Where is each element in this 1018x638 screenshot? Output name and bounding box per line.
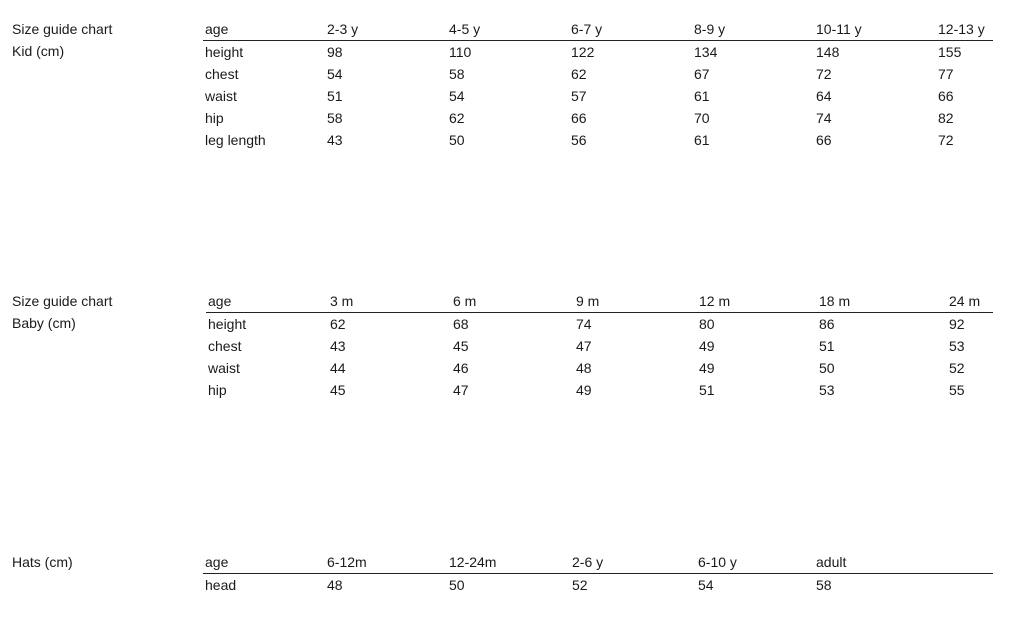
table-cell: 52 — [949, 360, 965, 376]
table-row — [203, 574, 993, 597]
baby-title-line-2: Baby (cm) — [12, 315, 76, 331]
kid-section-title — [12, 18, 112, 62]
row-label: chest — [208, 338, 242, 354]
table-cell: 66 — [938, 88, 954, 104]
table-row — [203, 63, 993, 85]
table-cell: 54 — [327, 66, 343, 82]
baby-header-cell: 3 m — [328, 290, 451, 313]
table-cell: 43 — [327, 132, 343, 148]
table-cell: 50 — [449, 577, 465, 593]
table-cell: 45 — [330, 382, 346, 398]
hats-header-cell: 6-12m — [325, 551, 447, 574]
table-cell: 50 — [449, 132, 465, 148]
table-cell: 62 — [449, 110, 465, 126]
table-cell: 72 — [816, 66, 832, 82]
row-label: hip — [208, 382, 227, 398]
baby-section-title — [12, 290, 112, 334]
table-cell: 134 — [694, 44, 718, 60]
row-label: height — [208, 316, 247, 332]
row-label: head — [205, 577, 237, 593]
row-label: waist — [208, 360, 240, 376]
table-cell: 155 — [938, 44, 962, 60]
kid-title-line-2: Kid (cm) — [12, 43, 65, 59]
table-cell: 49 — [699, 360, 715, 376]
table-cell: 80 — [699, 316, 715, 332]
table-cell: 52 — [572, 577, 588, 593]
hats-size-table — [203, 551, 993, 596]
table-cell: 54 — [698, 577, 714, 593]
table-row — [206, 379, 993, 401]
table-cell: 64 — [816, 88, 832, 104]
baby-header-row — [206, 290, 993, 313]
kid-header-cell: 8-9 y — [692, 18, 814, 41]
baby-header-cell: 18 m — [817, 290, 947, 313]
table-cell: 51 — [327, 88, 343, 104]
kid-size-table — [203, 18, 993, 151]
kid-header-cell: 12-13 y — [936, 18, 993, 41]
table-cell: 54 — [449, 88, 465, 104]
table-cell: 122 — [571, 44, 595, 60]
table-cell: 62 — [330, 316, 346, 332]
table-row — [206, 313, 993, 336]
hats-header-row — [203, 551, 993, 574]
baby-header-cell: 9 m — [574, 290, 697, 313]
table-cell: 92 — [949, 316, 965, 332]
table-cell: 66 — [816, 132, 832, 148]
table-cell: 77 — [938, 66, 954, 82]
table-cell: 53 — [819, 382, 835, 398]
table-cell: 45 — [453, 338, 469, 354]
table-cell: 56 — [571, 132, 587, 148]
table-cell: 70 — [694, 110, 710, 126]
table-row — [203, 107, 993, 129]
table-cell: 51 — [699, 382, 715, 398]
table-cell: 74 — [576, 316, 592, 332]
table-cell: 74 — [816, 110, 832, 126]
table-cell: 49 — [699, 338, 715, 354]
table-row — [206, 357, 993, 379]
table-cell: 58 — [449, 66, 465, 82]
table-cell: 82 — [938, 110, 954, 126]
table-cell: 58 — [327, 110, 343, 126]
table-cell: 86 — [819, 316, 835, 332]
kid-header-cell: 6-7 y — [569, 18, 692, 41]
kid-header-cell: 2-3 y — [325, 18, 447, 41]
table-row — [203, 85, 993, 107]
baby-title-line-1: Size guide chart — [12, 293, 113, 309]
hats-header-cell: 12-24m — [447, 551, 570, 574]
table-cell: 51 — [819, 338, 835, 354]
table-row — [203, 129, 993, 151]
table-cell: 47 — [453, 382, 469, 398]
table-cell: 61 — [694, 88, 710, 104]
row-label: height — [205, 44, 244, 60]
table-cell: 58 — [816, 577, 832, 593]
baby-header-cell: age — [206, 290, 328, 313]
hats-header-cell: adult — [814, 551, 874, 574]
table-row — [203, 41, 993, 64]
table-cell: 57 — [571, 88, 587, 104]
baby-header-cell: 12 m — [697, 290, 817, 313]
table-cell: 98 — [327, 44, 343, 60]
row-label: chest — [205, 66, 239, 82]
hats-section-title — [12, 551, 73, 573]
hats-header-cell: age — [203, 551, 325, 574]
kid-header-cell: 10-11 y — [814, 18, 936, 41]
table-cell: 66 — [571, 110, 587, 126]
table-cell: 62 — [571, 66, 587, 82]
table-cell: 46 — [453, 360, 469, 376]
hats-title-line-1: Hats (cm) — [12, 554, 73, 570]
hats-header-cell: 6-10 y — [696, 551, 814, 574]
table-cell: 110 — [449, 44, 472, 60]
table-cell: 148 — [816, 44, 840, 60]
kid-header-row — [203, 18, 993, 41]
table-row — [206, 335, 993, 357]
row-label: waist — [205, 88, 237, 104]
table-cell: 47 — [576, 338, 592, 354]
table-cell: 68 — [453, 316, 469, 332]
baby-header-cell: 6 m — [451, 290, 574, 313]
table-cell: 50 — [819, 360, 835, 376]
kid-title-line-1: Size guide chart — [12, 21, 113, 37]
table-cell: 48 — [576, 360, 592, 376]
table-cell: 61 — [694, 132, 710, 148]
table-cell: 48 — [327, 577, 343, 593]
hats-header-cell: 2-6 y — [570, 551, 696, 574]
row-label: leg length — [205, 132, 266, 148]
table-cell: 44 — [330, 360, 346, 376]
table-cell: 72 — [938, 132, 954, 148]
kid-header-cell: 4-5 y — [447, 18, 569, 41]
table-cell: 49 — [576, 382, 592, 398]
row-label: hip — [205, 110, 224, 126]
kid-header-cell: age — [203, 18, 325, 41]
table-cell — [874, 574, 993, 597]
baby-header-cell: 24 m — [947, 290, 993, 313]
hats-header-cell — [874, 551, 993, 574]
table-cell: 43 — [330, 338, 346, 354]
table-cell: 53 — [949, 338, 965, 354]
table-cell: 67 — [694, 66, 710, 82]
table-cell: 55 — [949, 382, 965, 398]
baby-size-table — [206, 290, 993, 401]
